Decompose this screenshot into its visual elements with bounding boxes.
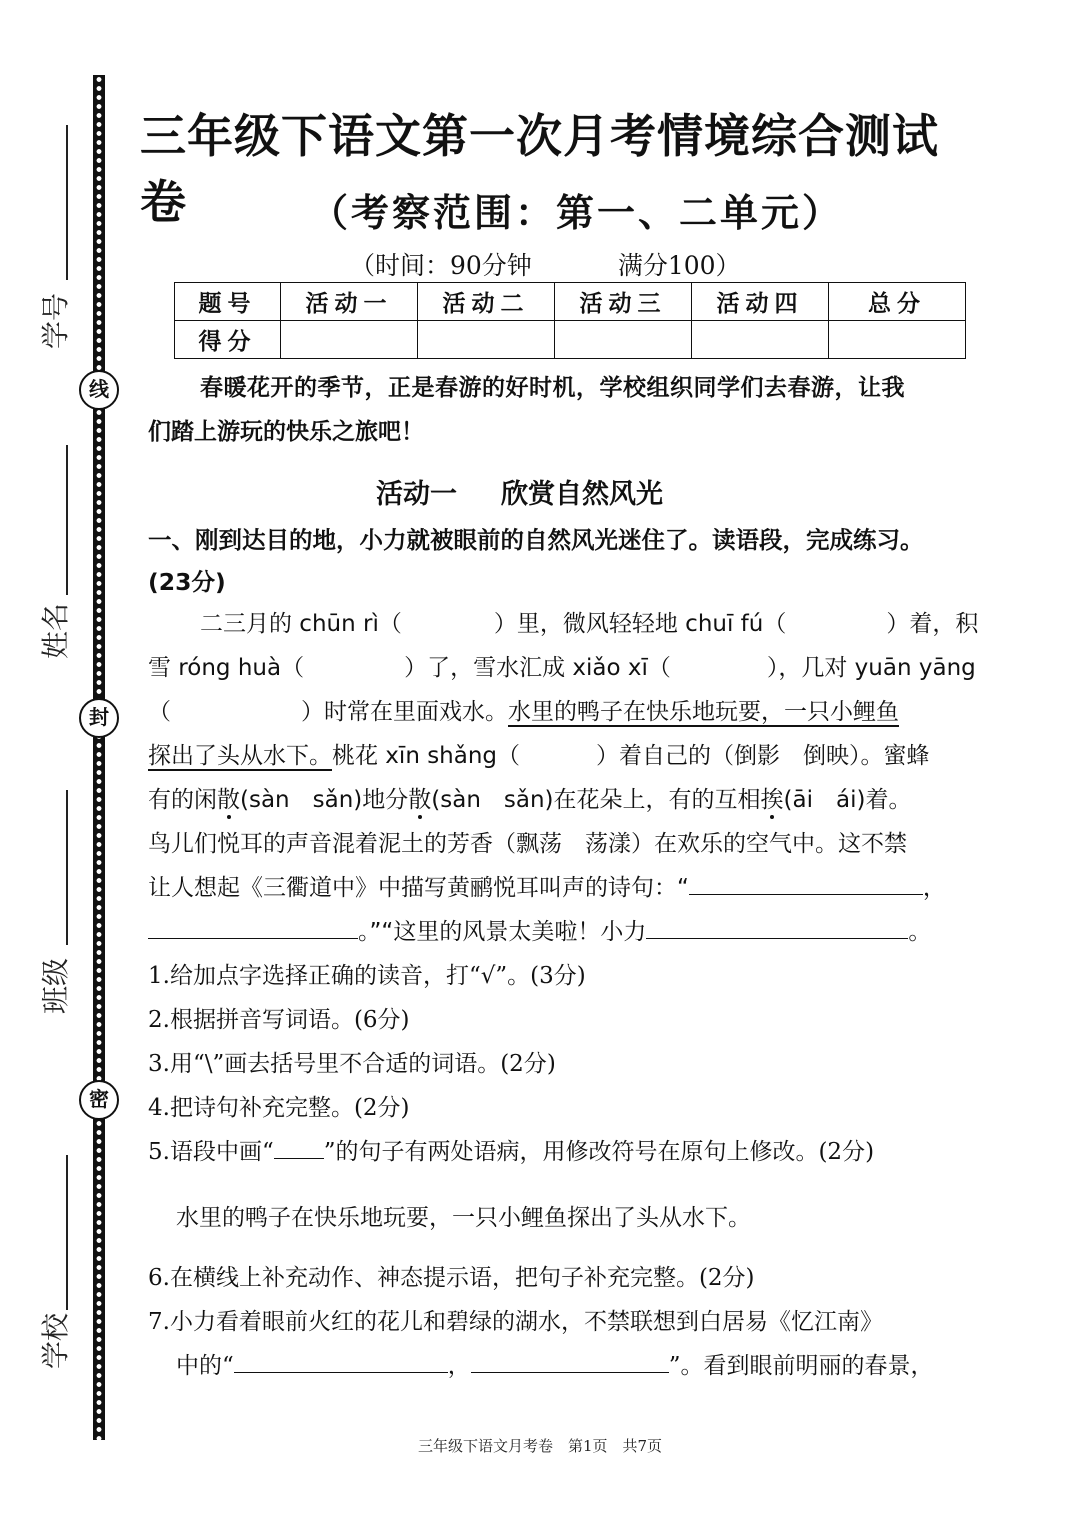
sub-question-7: 7.小力看着眼前火红的花儿和碧绿的湖水，不禁联想到白居易《忆江南》 bbox=[148, 1309, 883, 1335]
passage-line-7: 让人想起《三衢道中》中描写黄鹂悦耳叫声的诗句：“ ， bbox=[148, 866, 946, 910]
underlined-sentence-part-1: 水里的鸭子在快乐地玩要，一只小鲤鱼 bbox=[508, 699, 899, 725]
name-label: 姓名 bbox=[39, 602, 72, 659]
score-cell[interactable] bbox=[555, 321, 692, 359]
underline-sample bbox=[274, 1136, 324, 1159]
dotted-char: 散 bbox=[408, 787, 432, 813]
full-score: 满分100） bbox=[617, 251, 741, 280]
binding-line bbox=[93, 75, 105, 1440]
class-label: 班级 bbox=[39, 957, 72, 1014]
passage-line-1: 二三月的 chūn rì（ ）里，微风轻轻地 chuī fú（ ）着，积 bbox=[200, 611, 979, 637]
school-label: 学校 bbox=[39, 1312, 72, 1369]
class-rule bbox=[66, 790, 68, 945]
score-cell[interactable] bbox=[829, 321, 966, 359]
passage-line-5: 有的闲散(sàn sǎn)地分散(sàn sǎn)在花朵上，有的互相挨(āi ái)着。 bbox=[148, 787, 912, 813]
page-footer: 三年级下语文月考卷 第1页 共7页 bbox=[417, 1437, 663, 1455]
sub-question-6: 6.在横线上补充动作、神态提示语，把句子补充完整。(2分) bbox=[148, 1265, 755, 1291]
dotted-char: 散 bbox=[217, 787, 240, 813]
exam-scope: （考察范围：第一、二单元） bbox=[310, 190, 844, 235]
score-table-score-row bbox=[175, 321, 966, 359]
score-table bbox=[174, 282, 966, 359]
intro-line-2: 们踏上游玩的快乐之旅吧！ bbox=[148, 418, 424, 445]
poem-blank-2[interactable] bbox=[148, 912, 358, 939]
head-cell: 活动四 bbox=[692, 283, 829, 321]
sub-question-2: 2.根据拼音写词语。(6分) bbox=[148, 1007, 410, 1033]
school-rule bbox=[66, 1155, 68, 1310]
time-limit: （时间：90分钟 bbox=[350, 251, 532, 280]
page-title: 三年级下语文第一次月考情境综合测试卷 bbox=[140, 109, 939, 229]
sub-question-5: 5.语段中画“ ”的句子有两处语病，用修改符号在原句上修改。(2分) bbox=[148, 1130, 874, 1174]
head-cell: 题号 bbox=[175, 283, 281, 321]
sub-question-7-cont: 中的“ ， ”。看到眼前明丽的春景， bbox=[176, 1344, 934, 1388]
head-cell: 活动三 bbox=[555, 283, 692, 321]
prompt-blank[interactable] bbox=[646, 912, 908, 939]
jiangnan-blank-1[interactable] bbox=[234, 1346, 448, 1373]
intro-line-1: 春暖花开的季节，正是春游的好时机，学校组织同学们去春游，让我 bbox=[200, 374, 905, 401]
student-id-label: 学号 bbox=[39, 292, 72, 349]
seal-feng: 封 bbox=[79, 698, 119, 738]
time-info bbox=[350, 246, 741, 282]
passage-line-4: 探出了头从水下。桃花 xīn shǎng（ ）着自己的（倒影 倒映）。蜜蜂 bbox=[148, 743, 930, 769]
underlined-sentence-part-2: 探出了头从水下。 bbox=[148, 743, 332, 769]
passage-line-8: 。”“这里的风景太美啦！小力 。 bbox=[148, 910, 931, 954]
score-cell[interactable] bbox=[692, 321, 829, 359]
score-cell[interactable] bbox=[281, 321, 418, 359]
sub-question-1: 1.给加点字选择正确的读音，打“√”。(3分) bbox=[148, 963, 586, 989]
sub-question-3: 3.用“\”画去括号里不合适的词语。(2分) bbox=[148, 1051, 556, 1077]
score-cell[interactable] bbox=[418, 321, 555, 359]
passage-line-2: 雪 róng huà（ ）了，雪水汇成 xiǎo xī（ ），几对 yuān yāng bbox=[148, 655, 976, 681]
sub-question-4: 4.把诗句补充完整。(2分) bbox=[148, 1095, 410, 1121]
passage-line-6: 鸟儿们悦耳的声音混着泥土的芳香（飘荡 荡漾）在欢乐的空气中。这不禁 bbox=[148, 831, 907, 857]
score-table-head-row bbox=[175, 283, 966, 321]
dotted-char: 挨 bbox=[760, 787, 784, 813]
sentence-to-correct[interactable]: 水里的鸭子在快乐地玩要，一只小鲤鱼探出了头从水下。 bbox=[176, 1205, 751, 1231]
poem-blank-1[interactable] bbox=[689, 868, 923, 895]
question-1-score: (23分) bbox=[148, 568, 226, 596]
seal-mi: 密 bbox=[79, 1080, 119, 1120]
head-cell: 活动一 bbox=[281, 283, 418, 321]
student-id-rule bbox=[66, 125, 68, 280]
question-1-title: 一、刚到达目的地，小力就被眼前的自然风光迷住了。读语段，完成练习。 bbox=[148, 526, 924, 554]
activity-title: 活动一 欣赏自然风光 bbox=[376, 479, 663, 510]
passage-line-3: （ ）时常在里面戏水。水里的鸭子在快乐地玩要，一只小鲤鱼 bbox=[148, 699, 899, 725]
head-cell: 活动二 bbox=[418, 283, 555, 321]
score-row-label: 得分 bbox=[175, 321, 281, 359]
seal-xian: 线 bbox=[79, 370, 119, 410]
jiangnan-blank-2[interactable] bbox=[471, 1346, 669, 1373]
head-cell: 总分 bbox=[829, 283, 966, 321]
name-rule bbox=[66, 445, 68, 595]
